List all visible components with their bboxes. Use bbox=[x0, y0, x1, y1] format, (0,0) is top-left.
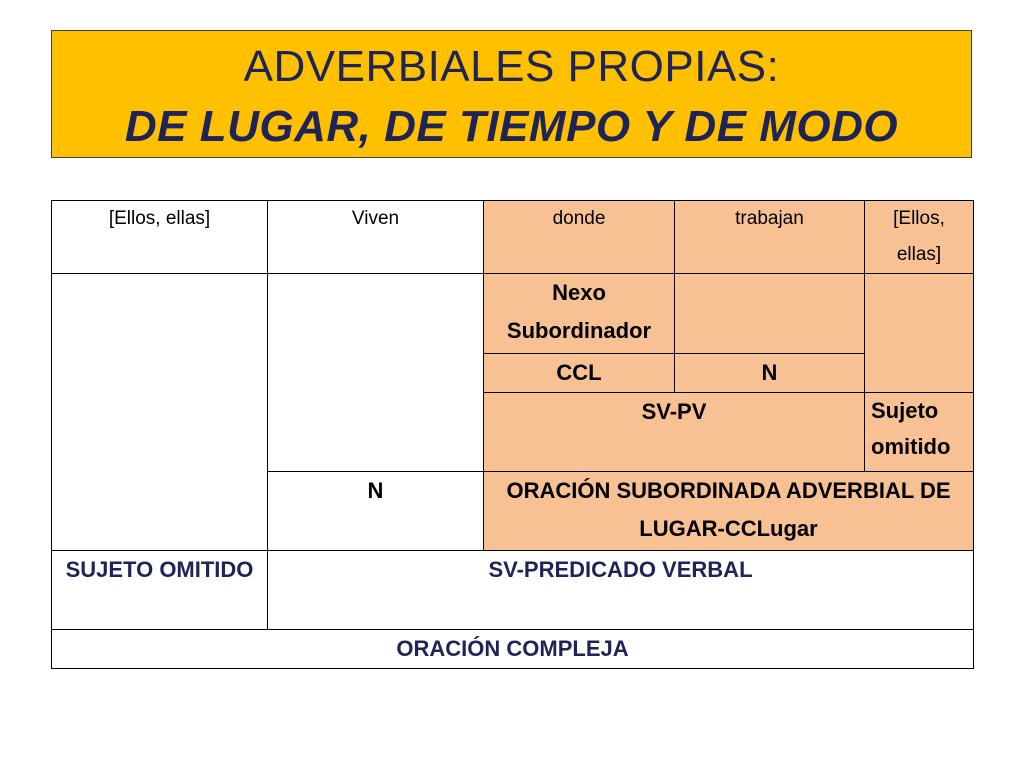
title-line-1: ADVERBIALES PROPIAS: bbox=[243, 42, 780, 91]
empty-cell-right bbox=[865, 274, 974, 393]
n-sub-cell: N bbox=[675, 354, 865, 393]
oracion-compleja-cell: ORACIÓN COMPLEJA bbox=[52, 630, 974, 669]
word-cell-4: trabajan bbox=[675, 201, 865, 274]
ccl-cell: CCL bbox=[484, 354, 675, 393]
title-line-2: DE LUGAR, DE TIEMPO Y DE MODO bbox=[124, 102, 899, 151]
sv-predicado-verbal-cell: SV-PREDICADO VERBAL bbox=[268, 551, 974, 630]
table-row-nexo bbox=[52, 274, 974, 354]
nexo-subordinador-cell: Nexo Subordinador bbox=[484, 274, 675, 354]
empty-cell-subject-area bbox=[52, 274, 268, 551]
word-cell-2: Viven bbox=[268, 201, 484, 274]
sv-pv-cell: SV-PV bbox=[484, 393, 865, 472]
table-row-predicado bbox=[52, 551, 974, 630]
n-main-cell: N bbox=[268, 472, 484, 551]
sujeto-omitido-main-cell: SUJETO OMITIDO bbox=[52, 551, 268, 630]
empty-cell-nexo-row bbox=[675, 274, 865, 354]
table-row-oracion-compleja bbox=[52, 630, 974, 669]
word-cell-5: [Ellos, ellas] bbox=[865, 201, 974, 274]
title-box bbox=[51, 30, 972, 158]
syntax-analysis-table bbox=[51, 200, 974, 669]
word-cell-1: [Ellos, ellas] bbox=[52, 201, 268, 274]
sujeto-omitido-sub-cell: Sujeto omitido bbox=[865, 393, 974, 472]
empty-cell-verb-area bbox=[268, 274, 484, 472]
word-cell-3: donde bbox=[484, 201, 675, 274]
oracion-subordinada-cell: ORACIÓN SUBORDINADA ADVERBIAL DE LUGAR-CCLugar bbox=[484, 472, 974, 551]
table-row-words bbox=[52, 201, 974, 274]
